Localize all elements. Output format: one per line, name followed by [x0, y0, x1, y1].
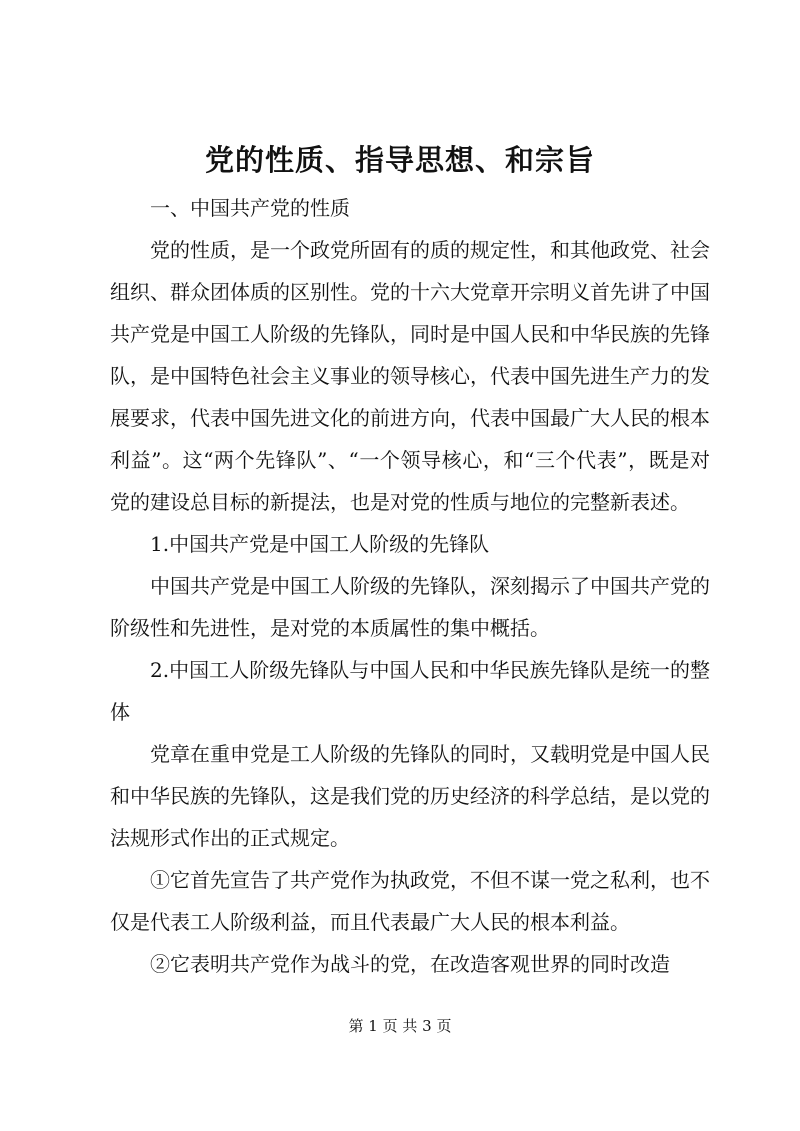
- document-body: [110, 187, 710, 985]
- section-heading: 一、中国共产党的性质: [150, 196, 350, 220]
- page-number-footer: 第 1 页 共 3 页: [348, 1017, 452, 1035]
- body-paragraph: 党的性质，是一个政党所固有的质的规定性，和其他政党、社会组织、群众团体质的区别性。党的十六大党章开宗明义首先讲了中国共产党是中国工人阶级的先锋队，同时是中国人民和中华民族的先锋队，是中国特色社会主义事业的领导核心，代表中国先进生产力的发展要求，代表中国先进文化的前进方向，代表中国最广大人民的根本利益”。这“两个先锋队”、“一个领导核心，和“三个代表”，既是对党的建设总目标的新提法，也是对党的性质与地位的完整新表述。: [110, 238, 710, 514]
- subsection-heading: 1.中国共产党是中国工人阶级的先锋队: [150, 532, 490, 556]
- document-title: 党的性质、指导思想、和宗旨: [204, 143, 595, 177]
- body-paragraph: 党章在重申党是工人阶级的先锋队的同时，又载明党是中国人民和中华民族的先锋队，这是我们党的历史经济的科学总结，是以党的法规形式作出的正式规定。: [110, 742, 710, 850]
- subsection-heading: 2.中国工人阶级先锋队与中国人民和中华民族先锋队是统一的整体: [110, 658, 710, 724]
- body-paragraph: 中国共产党是中国工人阶级的先锋队，深刻揭示了中国共产党的阶级性和先进性，是对党的本质属性的集中概括。: [110, 574, 710, 640]
- body-paragraph: ②它表明共产党作为战斗的党，在改造客观世界的同时改造: [150, 952, 670, 976]
- body-paragraph: ①它首先宣告了共产党作为执政党，不但不谋一党之私利，也不仅是代表工人阶级利益，而且代表最广大人民的根本利益。: [110, 868, 710, 934]
